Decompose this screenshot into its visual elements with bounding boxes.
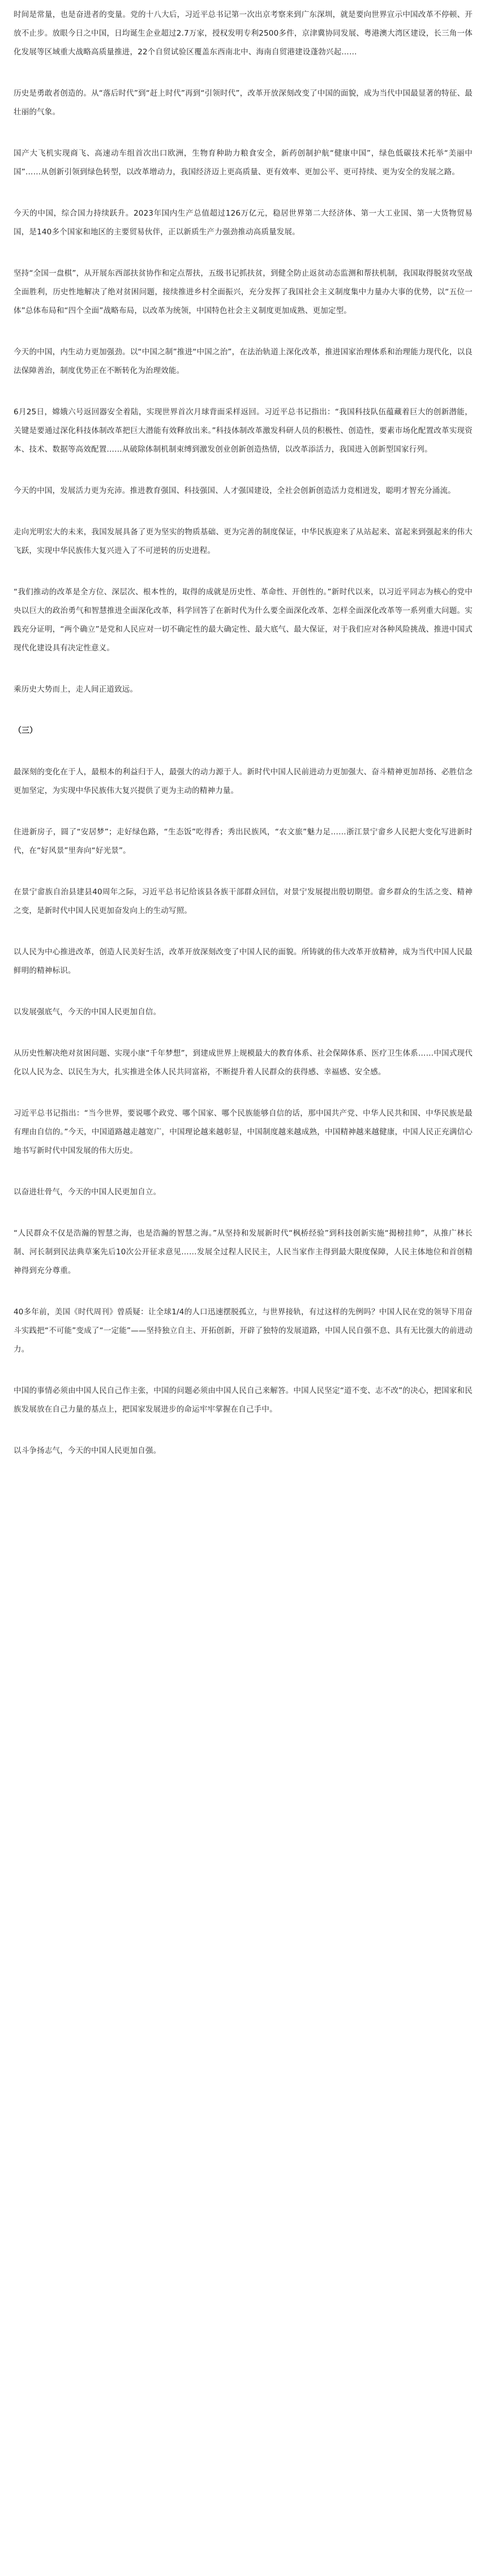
article-paragraph-6: 今天的中国，内生动力更加强劲。以“中国之制”推进“中国之治”，在法治轨道上深化改革，推进国家治理体系和治理能力现代化，以良法保障善治，制度优势正在不断转化为治理效能。 [14, 348, 473, 375]
article-paragraph-18: 习近平总书记指出：“当今世界，要说哪个政党、哪个国家、哪个民族能够自信的话，那中国共产党、中华人民共和国、中华民族是最有理由自信的。”今天，中国道路越走越宽广，中国理论越来越彰显，中国制度越来越成熟，中国精神越来越健康，中国人民正充满信心地书写新时代中国发展的伟大历史。 [14, 1109, 473, 1155]
article-paragraph-8: 今天的中国，发展活力更为充沛。推进教育强国、科技强国、人才强国建设，全社会创新创造活力竞相迸发，聪明才智充分涌流。 [14, 486, 456, 495]
article-paragraph-2: 历史是勇敢者创造的。从“落后时代”到“赶上时代”再到“引领时代”，改革开放深刻改变了中国的面貌，成为当代中国最显著的特征、最壮丽的气象。 [14, 89, 473, 117]
article-paragraph-4: 今天的中国，综合国力持续跃升。2023年国内生产总值超过126万亿元，稳居世界第二大经济体、第一大工业国、第一大货物贸易国，是140多个国家和地区的主要贸易伙伴，正以新质生产力强劲推动高质量发展。 [14, 209, 473, 237]
article-paragraph-12: 最深刻的变化在于人，最根本的利益归于人，最强大的动力源于人。新时代中国人民前进动力更加强大、奋斗精神更加昂扬、必胜信念更加坚定，为实现中华民族伟大复兴提供了更为主动的精神力量。 [14, 768, 473, 795]
article-paragraph-15: 以人民为中心推进改革，创造人民美好生活，改革开放深刻改变了中国人民的面貌。所铸就的伟大改革开放精神，成为当代中国人民最鲜明的精神标识。 [14, 948, 473, 975]
article-paragraph-22: 中国的事情必须由中国人民自己作主张，中国的问题必须由中国人民自己来解答。中国人民坚定“道不变、志不改”的决心，把国家和民族发展放在自己力量的基点上，把国家发展进步的命运牢牢掌握在自己手中。 [14, 1386, 473, 1414]
article-paragraph-21: 40多年前，美国《时代周刊》曾质疑：让全球1/4的人口迅速摆脱孤立，与世界接轨，有过这样的先例吗？中国人民在党的领导下用奋斗实践把“不可能”变成了“一定能”——坚持独立自主、开拓创新，开辟了独特的发展道路，中国人民自强不息、具有无比强大的前进动力。 [14, 1308, 473, 1354]
article-paragraph-19: 以奋进壮骨气，今天的中国人民更加自立。 [14, 1188, 161, 1197]
article-paragraph-9: 走向光明宏大的未来，我国发展具备了更为坚实的物质基础、更为完善的制度保证，中华民族迎来了从站起来、富起来到强起来的伟大飞跃，实现中华民族伟大复兴进入了不可逆转的历史进程。 [14, 528, 473, 555]
article-paragraph-20: “人民群众不仅是浩瀚的智慧之海，也是浩瀚的智慧之海。”从坚持和发展新时代“枫桥经验”到科技创新实施“揭榜挂帅”，从推广林长制、河长制到民法典草案先后10次公开征求意见……发展全过程人民民主，人民当家作主得到最大限度保障，人民主体地位和首创精神得到充分尊重。 [14, 1229, 473, 1275]
article-paragraph-10: “我们推动的改革是全方位、深层次、根本性的，取得的成就是历史性、革命性、开创性的。”新时代以来，以习近平同志为核心的党中央以巨大的政治勇气和智慧推进全面深化改革，科学回答了在新时代为什么要全面深化改革、怎样全面深化改革等一系列重大问题。实践充分证明，“两个确立”是党和人民应对一切不确定性的最大确定性、最大底气、最大保证，对于我们应对各种风险挑战、推进中国式现代化建设具有决定性意义。 [14, 588, 473, 653]
article-paragraph-17: 从历史性解决绝对贫困问题、实现小康“千年梦想”，到建成世界上规模最大的教育体系、社会保障体系、医疗卫生体系……中国式现代化以人民为念、以民生为大，扎实推进全体人民共同富裕，不断提升着人民群众的获得感、幸福感、安全感。 [14, 1049, 473, 1077]
article-paragraph-1: 时间是常量，也是奋进者的变量。党的十八大后，习近平总书记第一次出京考察来到广东深圳，就是要向世界宣示中国改革不停顿、开放不止步。放眼今日之中国，日均诞生企业超过2.7万家，授权发明专利2500多件，京津冀协同发展、粤港澳大湾区建设，长三角一体化发展等区域重大战略高质量推进，22个自贸试验区覆盖东西南北中、海南自贸港建设蓬勃兴起…… [14, 10, 473, 57]
article-paragraph-7: 6月25日，嫦娥六号返回器安全着陆，实现世界首次月球背面采样返回。习近平总书记指出：“我国科技队伍蕴藏着巨大的创新潜能，关键是要通过深化科技体制改革把巨大潜能有效释放出来。”科技体制改革激发科研人员的积极性、创造性，要素市场化配置改革实现资本、技术、数据等高效配置……从破除体制机制束缚到激发创业创新创造热情，以改革添活力，我国进入创新型国家行列。 [14, 408, 473, 454]
article-paragraph-14: 在景宁畲族自治县建县40周年之际，习近平总书记给该县各族干部群众回信，对景宁发展提出殷切期望。畲乡群众的生活之变、精神之变，是新时代中国人民更加奋发向上的生动写照。 [14, 888, 473, 915]
article-paragraph-3: 国产大飞机实现商飞、高速动车组首次出口欧洲，生物育种助力粮食安全，新药创制护航“健康中国”，绿色低碳技术托举“美丽中国”……从创新引领到绿色转型，以改革增动力，我国经济迈上更高质量、更有效率、更加公平、更可持续、更为安全的发展之路。 [14, 149, 473, 177]
article-paragraph-5: 坚持“全国一盘棋”，从开展东西部扶贫协作和定点帮扶，五级书记抓扶贫，到健全防止返贫动态监测和帮扶机制，我国取得脱贫攻坚战全面胜利，历史性地解决了绝对贫困问题，接续推进乡村全面振兴，充分发挥了我国社会主义制度集中力量办大事的优势，以“五位一体”总体布局和“四个全面”战略布局，以改革为统领，中国特色社会主义制度更加成熟、更加定型。 [14, 269, 473, 315]
article-paragraph-13: 住进新房子，圆了“安居梦”；走好绿色路，“生态饭”吃得香；秀出民族风，“农文旅”魅力足……浙江景宁畲乡人民把大变化写进新时代，在“好风景”里奔向“好光景”。 [14, 828, 473, 855]
section-heading: （三） [14, 726, 37, 735]
article-paragraph-11: 乘历史大势而上，走人间正道致远。 [14, 685, 138, 694]
article-paragraph-16: 以发展强底气，今天的中国人民更加自信。 [14, 1008, 161, 1017]
article-paragraph-23: 以斗争扬志气，今天的中国人民更加自强。 [14, 1446, 161, 1455]
